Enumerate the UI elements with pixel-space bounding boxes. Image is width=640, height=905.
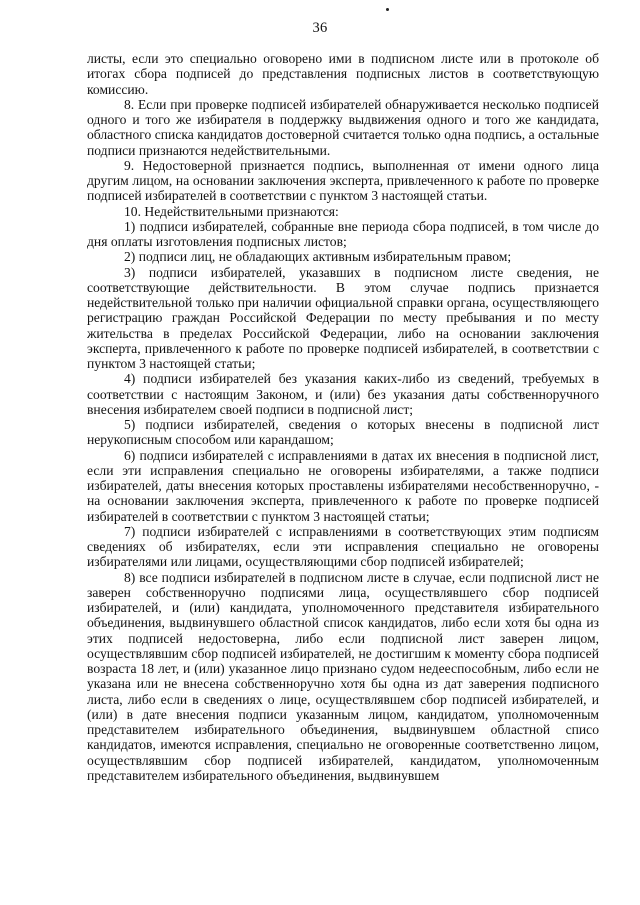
paragraph: 2) подписи лиц, не обладающих активным избирательным правом;: [124, 249, 512, 265]
paragraph: 4) подписи избирателей без указания каких-либо из сведений, требуемых в соответствии с настоящим Законом, и (или) без указания даты собственноручного внесения избирателем своей подписи в подписной лист;: [87, 371, 599, 417]
paragraph: 8. Если при проверке подписей избирателей обнаруживается несколько подписей одного и того же избирателя в поддержку выдвижения одного и того же кандидата, областного списка кандидатов достоверной считается только одна подпись, а остальные подписи признаются недействительными.: [87, 96, 599, 158]
paragraph: 10. Недействительными признаются:: [124, 203, 339, 219]
paragraph: 1) подписи избирателей, собранные вне периода сбора подписей, в том числе до дня оплаты изготовления подписных листов;: [87, 218, 599, 249]
document-body: [87, 51, 599, 783]
paragraph: 7) подписи избирателей с исправлениями в соответствующих этим подписям сведениях об избирателях, если эти исправления специально не оговорены избирателями или лицами, осуществляющими сбор подписей избирателей;: [87, 523, 599, 570]
paragraph: 5) подписи избирателей, сведения о которых внесены в подписной лист нерукописным способом или карандашом;: [87, 417, 599, 448]
paragraph: листы, если это специально оговорено ими в подписном листе или в протоколе об итогах сбора подписей до представления подписных листов в соответствующую комиссию.: [87, 51, 599, 97]
paragraph: 9. Недостоверной признается подпись, выполненная от имени одного лица другим лицом, на основании заключения эксперта, привлеченного к работе по проверке подписей избирателей в соответствии с пунктом 3 настоящей статьи.: [87, 157, 599, 204]
paragraph: 3) подписи избирателей, указавших в подписном листе сведения, не соответствующие действительности. В этом случае подпись признается недействительной только при наличии официальной справки органа, осуществляющего регистрацию граждан Российской Федерации по месту пребывания и по месту жительства в пределах Российской Федерации, либо на основании заключения эксперта, привлеченного к работе по проверке подписей избирателей, в соответствии с пунктом 3 настоящей статьи;: [87, 264, 599, 371]
paragraph: 6) подписи избирателей с исправлениями в датах их внесения в подписной лист, если эти исправления специально не оговорены избирателями, а также подписи избирателей, даты внесения которых проставлены избирателями несобственноручно, - на основании заключения эксперта, привлеченного к работе по проверке подписей избирателей в соответствии с пунктом 3 настоящей статьи;: [87, 447, 599, 524]
page-number: 36: [312, 20, 328, 36]
scan-speck: [386, 8, 389, 11]
paragraph: 8) все подписи избирателей в подписном листе в случае, если подписной лист не заверен собственноручно подписями лица, осуществлявшего сбор подписей избирателей, и (или) кандидата, уполномоченного представителя избирательного объединения, выдвинувшего областной список кандидатов, либо если хотя бы одна из этих подписей недостоверна, либо если подписной лист заверен лицом, осуществлявшим сбор подписей избирателей, не достигшим к моменту сбора подписей возраста 18 лет, и (или) указанное лицо признано судом недееспособным, либо если не указана или не внесена собственноручно хотя бы одна из дат заверения подписного листа, либо если в сведениях о лице, осуществлявшем сбор подписей избирателей, и (или) в дате внесения подписи указанным лицом, кандидатом, уполномоченным представителем избирательного объединения, выдвинувшем областной списо кандидатов, имеются исправления, специально не оговоренные соответственно лицом, осуществлявшим сбор подписей избирателей, кандидатом, уполномоченным представителем избирательного объединения, выдвинувшем: [87, 569, 599, 783]
